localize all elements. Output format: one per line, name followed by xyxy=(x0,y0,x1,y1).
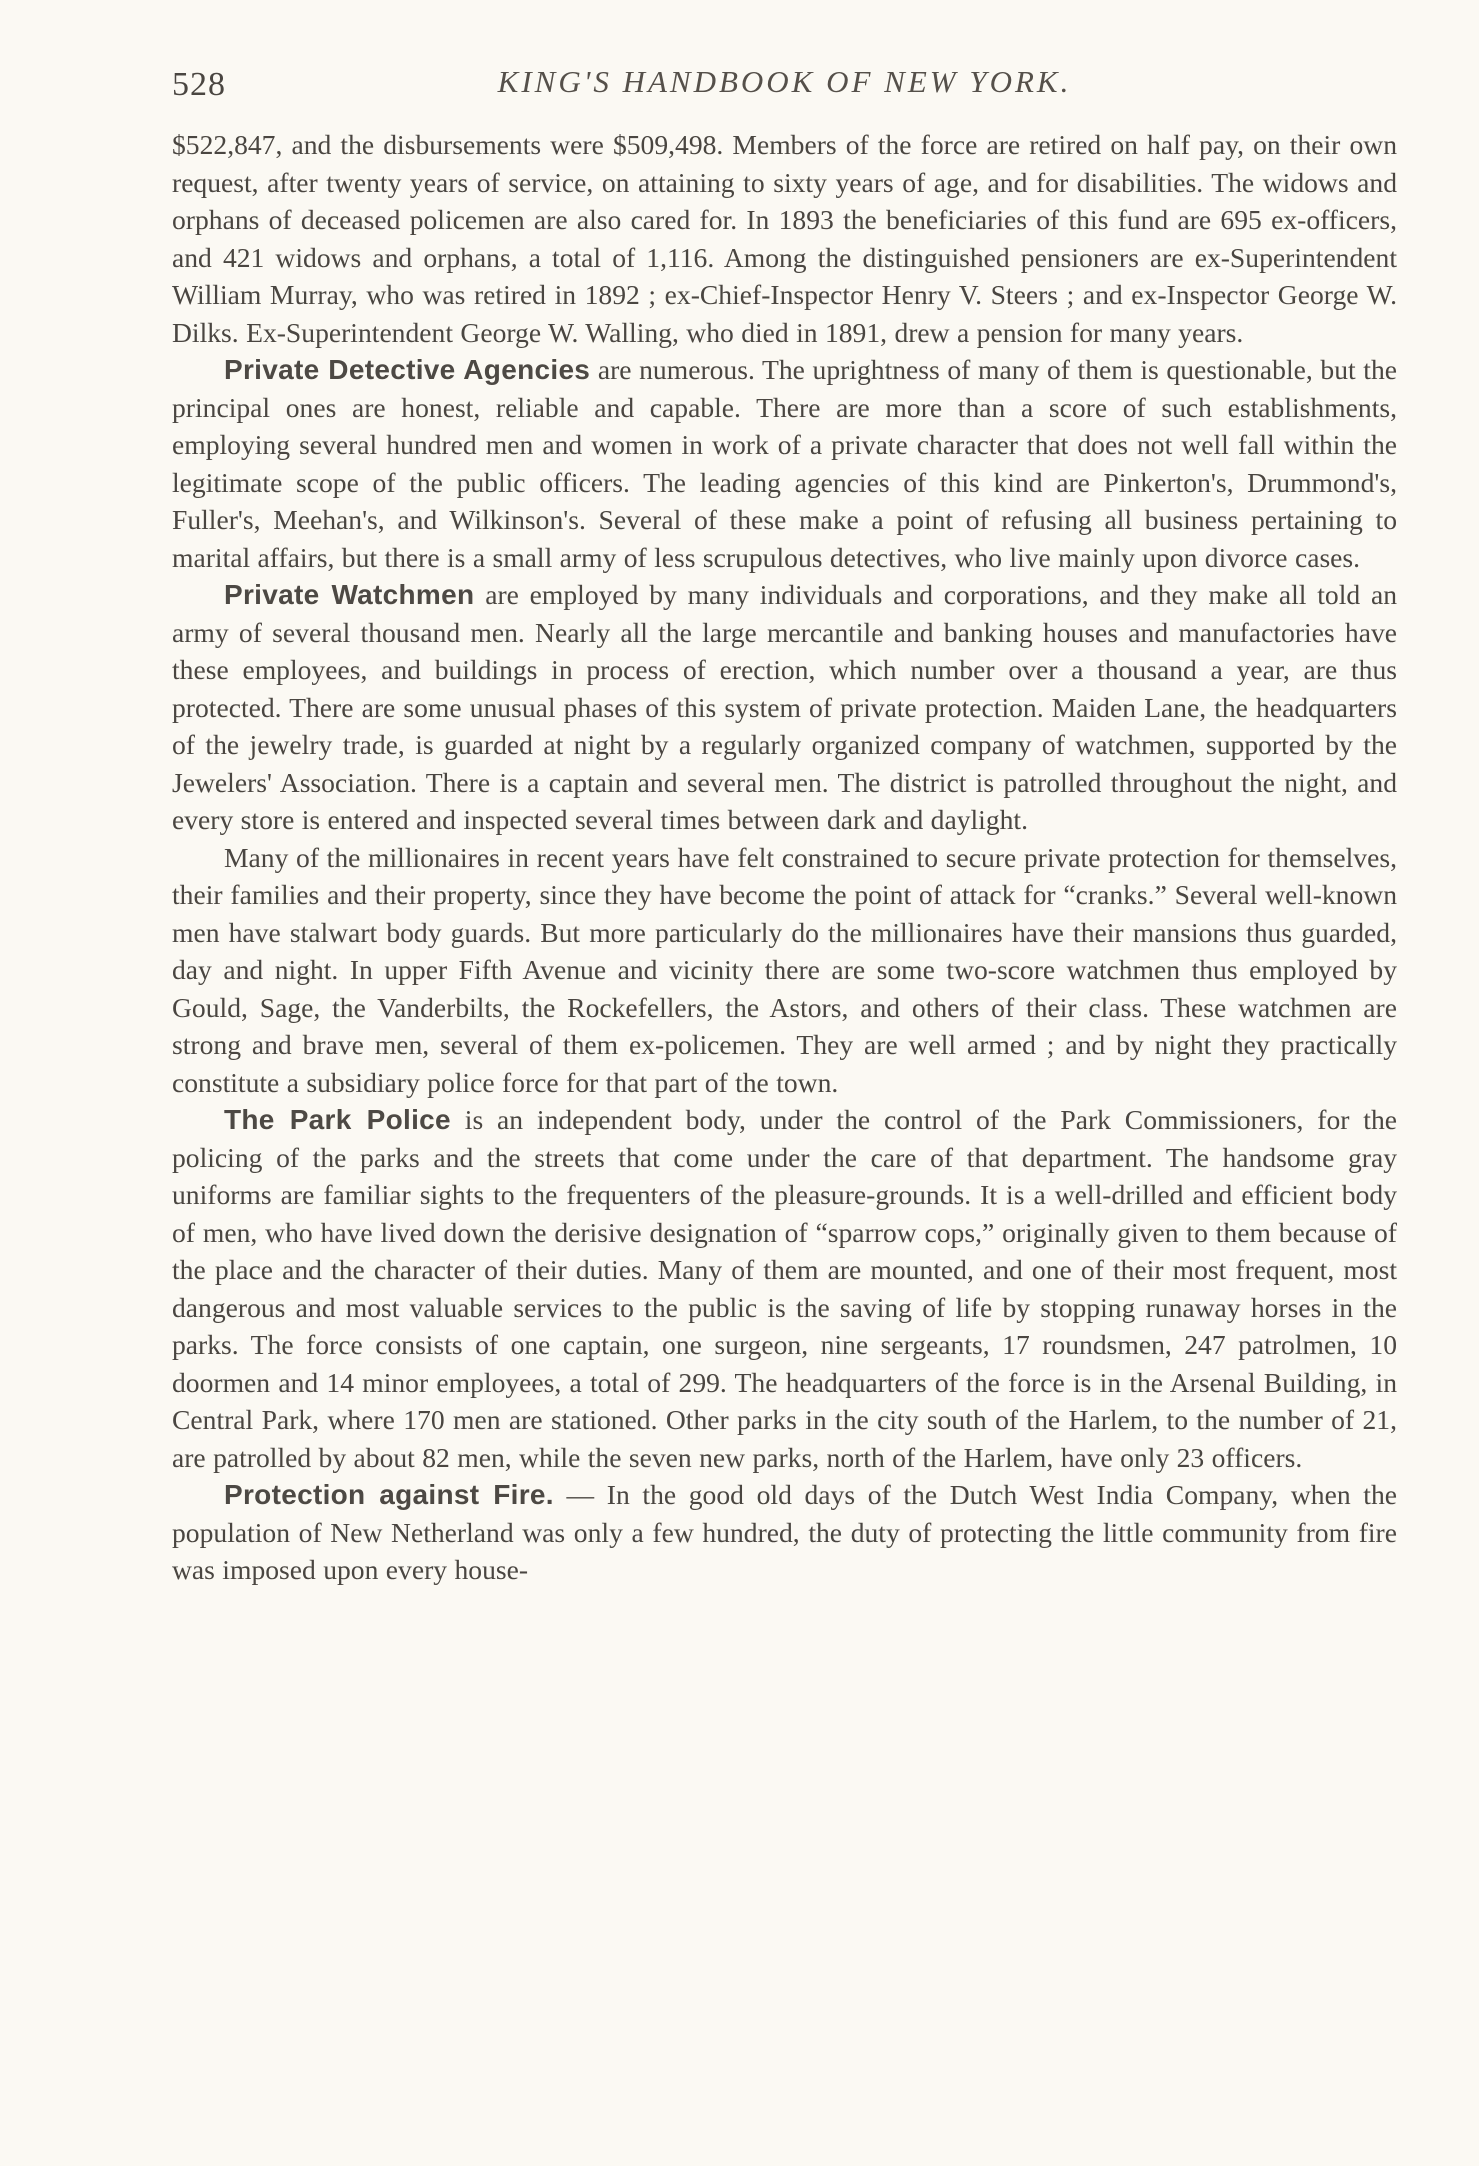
paragraph-text: $522,847, and the disbursements were $509,498. Members of the force are retired on half pay, on their own request, after twenty years of service, on attaining to sixty years of age, and for disabilities. The widows and orphans of deceased policemen are also cared for. In 1893 the beneficiaries of this fund are 695 ex-officers, and 421 widows and orphans, a total of 1,116. Among the distinguished pensioners are ex-Superintendent William Murray, who was retired in 1892 ; ex-Chief-Inspector Henry V. Steers ; and ex-Inspector George W. Dilks. Ex-Superintendent George W. Walling, who died in 1891, drew a pension for many years. xyxy=(172,129,1397,348)
paragraph-detective-agencies xyxy=(172,351,1397,576)
section-heading: The Park Police xyxy=(224,1104,451,1135)
paragraph-text: is an independent body, under the control of the Park Commissioners, for the policing of the parks and the streets that come under the care of that department. The handsome gray uniforms are familiar sights to the frequenters of the pleasure-grounds. It is a well-drilled and efficient body of men, who have lived down the derisive designation of “sparrow cops,” originally given to them because of the place and the character of their duties. Many of them are mounted, and one of their most frequent, most dangerous and most valuable services to the public is the saving of life by stopping runaway horses in the parks. The force consists of one captain, one surgeon, nine sergeants, 17 roundsmen, 247 patrolmen, 10 doormen and 14 minor employees, a total of 299. The headquarters of the force is in the Arsenal Building, in Central Park, where 170 men are stationed. Other parks in the city south of the Harlem, to the number of 21, are patrolled by about 82 men, while the seven new parks, north of the Harlem, have only 23 officers. xyxy=(172,1104,1397,1473)
paragraph-park-police xyxy=(172,1101,1397,1476)
paragraph-millionaires xyxy=(172,839,1397,1102)
book-page xyxy=(172,62,1397,1589)
running-title: KING'S HANDBOOK OF NEW YORK. xyxy=(497,64,1072,99)
section-heading: Private Detective Agencies xyxy=(224,354,591,385)
paragraph-text: Many of the millionaires in recent years have felt constrained to secure private protection for themselves, their families and their property, since they have become the point of attack for “cranks.” Several well-known men have stalwart body guards. But more particularly do the millionaires have their mansions thus guarded, day and night. In upper Fifth Avenue and vicinity there are some two-score watchmen thus employed by Gould, Sage, the Vanderbilts, the Rockefellers, the Astors, and others of their class. These watchmen are strong and brave men, several of them ex-policemen. They are well armed ; and by night they practically constitute a subsidiary police force for that part of the town. xyxy=(172,841,1397,1098)
running-header xyxy=(172,62,1397,108)
paragraph-text: — In the good old days of the Dutch West India Company, when the population of New Netherland was only a few hundred, the duty of protecting the little community from fire was imposed upon every house- xyxy=(172,1479,1397,1585)
paragraph-text: are employed by many individuals and corporations, and they make all told an army of several thousand men. Nearly all the large mercantile and banking houses and manufactories have these employees, and buildings in process of erection, which number over a thousand a year, are thus protected. There are some unusual phases of this system of private protection. Maiden Lane, the headquarters of the jewelry trade, is guarded at night by a regularly organized company of watchmen, supported by the Jewelers' Association. There is a captain and several men. The district is patrolled throughout the night, and every store is entered and inspected several times between dark and daylight. xyxy=(172,579,1397,835)
paragraph-private-watchmen xyxy=(172,576,1397,839)
body-text xyxy=(172,126,1397,1589)
paragraph-text: are numerous. The uprightness of many of them is questionable, but the principal ones are honest, reliable and capable. There are more than a score of such establishments, employing several hundred men and women in work of a private character that does not well fall within the legitimate scope of the public officers. The leading agencies of this kind are Pinkerton's, Drummond's, Fuller's, Meehan's, and Wilkinson's. Several of these make a point of refusing all business pertaining to marital affairs, but there is a small army of less scrupulous detectives, who live mainly upon divorce cases. xyxy=(172,354,1397,573)
paragraph-pension-fund xyxy=(172,126,1397,351)
page-number: 528 xyxy=(172,66,226,103)
paragraph-fire-protection xyxy=(172,1476,1397,1589)
section-heading: Protection against Fire. xyxy=(224,1479,554,1510)
section-heading: Private Watchmen xyxy=(224,579,475,610)
